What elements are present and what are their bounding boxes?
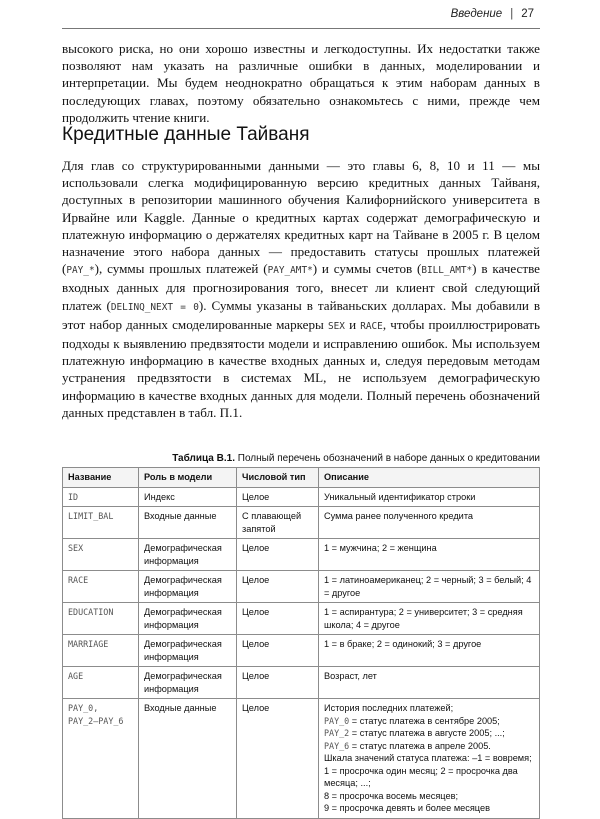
cell-description: Сумма ранее полученного кредита (319, 507, 540, 539)
cell-description: 1 = латиноамериканец; 2 = черный; 3 = белый; 4 = другое (319, 571, 540, 603)
header-rule (62, 28, 540, 29)
cell-type: Целое (237, 667, 319, 699)
column-header-description: Описание (319, 468, 540, 488)
variable-name-line: PAY_2–PAY_6 (68, 715, 124, 726)
body-text: Для глав со структурированными данными — это главы 6, 8, 10 и 11 — мы использовали слегка модифицированную версию кредитных данных Тайваня, доступных в репозитории машинного обучения Калифорнийского университета в Ирвайне или Kaggle. Данные о кредитных картах содержат демографическую и платежную информацию о держателях кредитных карт на Тайване в 2005 г. В целом назначение этого набора данных — предоставить статусы прошлых платежей ( (62, 158, 540, 277)
cell-description: 1 = аспирантура; 2 = университет; 3 = средняя школа; 4 = другое (319, 603, 540, 635)
column-header-type: Числовой тип (237, 468, 319, 488)
description-line: 1 = просрочка один месяц; 2 = просрочка два месяца; ...; (324, 765, 518, 788)
table-caption-text: Полный перечень обозначений в наборе данных о кредитовании (235, 453, 540, 464)
table-header-row (63, 468, 540, 488)
cell-role: Входные данные (139, 699, 237, 819)
cell-description: Уникальный идентификатор строки (319, 487, 540, 507)
table-row (63, 571, 540, 603)
page-number: 27 (521, 8, 534, 20)
cell-role: Демографическая информация (139, 539, 237, 571)
intro-paragraph: высокого риска, но они хорошо известны и легкодоступны. Их недостатки также позволяют нам указать на различные ошибки в данных, моделировании и интерпретации. Мы будем неоднократно обращаться к этим наборам данных в последующих главах, поэтому обязательно ознакомьтесь с ними, прежде чем продолжить чтение книги. (62, 41, 540, 125)
description-text: = статус платежа в августе 2005; ...; (349, 728, 505, 738)
section-heading: Кредитные данные Тайваня (62, 124, 310, 145)
inline-code: PAY_0 (324, 715, 350, 726)
cell-role: Демографическая информация (139, 667, 237, 699)
table-caption (62, 453, 540, 464)
table-row (63, 667, 540, 699)
description-line: Шкала значений статуса платежа: –1 = вовремя; (324, 753, 532, 763)
body-text: , чтобы проиллюстрировать подходы к выявлению предвзятости модели и исправлению ошибок. Мы используем платежную информацию в качестве входных данных и, следуя передовым методам устранения предвзятости в системах ML, не используем демографическую информацию в качестве входных данных для модели. Полный перечень обозначений данных представлен в табл. П.1. (62, 316, 540, 420)
cell-description: 1 = в браке; 2 = одинокий; 3 = другое (319, 635, 540, 667)
cell-type: С плавающей запятой (237, 507, 319, 539)
table-caption-label: Таблица В.1. (172, 453, 235, 464)
cell-type: Целое (237, 487, 319, 507)
body-text: ) в качестве входных данных для прогнозирования того, внесет ли клиент свой следующий платеж ( (62, 261, 540, 313)
body-text: ) и суммы счетов ( (312, 261, 422, 277)
cell-type: Целое (237, 603, 319, 635)
cell-type: Целое (237, 635, 319, 667)
description-line: 9 = просрочка девять и более месяцев (324, 803, 490, 813)
body-paragraph (62, 157, 540, 421)
description-line (324, 715, 534, 728)
cell-role: Демографическая информация (139, 571, 237, 603)
body-text: ). Суммы указаны в тайваньских долларах. Мы добавили в этот набор данных смоделированные маркеры (62, 297, 540, 332)
cell-description: Возраст, лет (319, 667, 540, 699)
data-dictionary-table (62, 467, 540, 819)
running-header (451, 8, 534, 20)
cell-variable-name (63, 699, 139, 819)
cell-type: Целое (237, 699, 319, 819)
cell-variable-name: MARRIAGE (63, 635, 139, 667)
code-bill-amt: BILL_AMT* (421, 265, 473, 277)
cell-role: Индекс (139, 487, 237, 507)
table-row (63, 635, 540, 667)
description-line (324, 740, 534, 753)
table-row (63, 487, 540, 507)
cell-variable-name: ID (63, 487, 139, 507)
cell-description: 1 = мужчина; 2 = женщина (319, 539, 540, 571)
variable-name-line: PAY_0, (68, 703, 99, 713)
table-row (63, 539, 540, 571)
code-race: RACE (360, 320, 383, 332)
cell-variable-name: EDUCATION (63, 603, 139, 635)
cell-description (319, 699, 540, 819)
description-line (324, 727, 534, 740)
column-header-role: Роль в модели (139, 468, 237, 488)
cell-variable-name: LIMIT_BAL (63, 507, 139, 539)
cell-variable-name: AGE (63, 667, 139, 699)
cell-variable-name: RACE (63, 571, 139, 603)
description-text: = статус платежа в апреле 2005. (349, 740, 491, 751)
cell-role: Входные данные (139, 507, 237, 539)
body-text: ), суммы прошлых платежей ( (94, 261, 268, 277)
inline-code: PAY_6 (324, 740, 350, 751)
cell-role: Демографическая информация (139, 603, 237, 635)
code-delinq-next: DELINQ_NEXT = 0 (110, 301, 199, 313)
cell-variable-name: SEX (63, 539, 139, 571)
cell-type: Целое (237, 539, 319, 571)
inline-code: PAY_2 (324, 728, 350, 738)
header-section-title: Введение (450, 8, 503, 20)
column-header-name: Название (63, 468, 139, 488)
header-separator: | (510, 8, 514, 20)
body-text: и (344, 316, 361, 332)
code-pay: PAY_* (66, 265, 95, 277)
code-sex: SEX (327, 320, 345, 332)
table-row (63, 507, 540, 539)
code-pay-amt: PAY_AMT* (267, 265, 313, 277)
table-row (63, 699, 540, 819)
cell-type: Целое (237, 571, 319, 603)
description-text: = статус платежа в сентябре 2005; (349, 715, 500, 726)
cell-role: Демографическая информация (139, 635, 237, 667)
description-line: История последних платежей; (324, 703, 454, 713)
description-line: 8 = просрочка восемь месяцев; (324, 790, 458, 801)
table-row (63, 603, 540, 635)
